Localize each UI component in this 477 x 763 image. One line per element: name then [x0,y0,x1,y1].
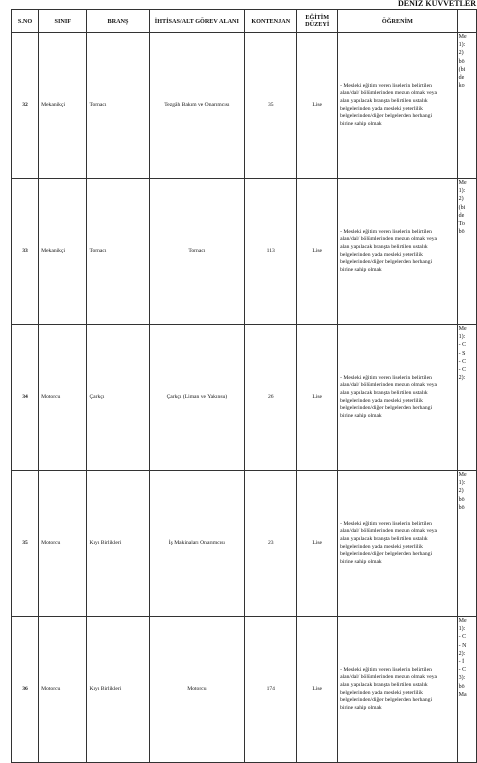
header-ihtisas: İHTİSAS/ALT GÖREV ALANI [149,10,245,33]
cut-off-line: - C [458,342,467,349]
cut-off-line: Me [458,472,467,478]
table-row [12,179,477,325]
cell-sno: 35 [12,471,39,617]
cell-ogrenim [338,33,458,179]
cell-ihtisas: İş Makinaları Onarımcısı [149,471,245,617]
ogrenim-line: - Mesleki eğitim veren liselerin belirtilen [340,82,432,89]
ogrenim-line: alan/dal/ bölümlerinden mezun olmak veya [340,674,438,681]
header-sno: S.NO [12,10,39,33]
table-header-row [12,10,477,33]
cell-sno: 36 [12,617,39,763]
cut-off-line: - C [458,667,467,674]
cell-ogrenim [338,617,458,763]
ogrenim-line: alan yapılacak branşta belirtilen ustalık [340,681,428,688]
header-kontenjan: KONTENJAN [245,10,297,33]
cell-sinif: Motorcu [39,617,87,763]
ogrenim-line: - Mesleki eğitim veren liselerin belirtilen [340,228,432,235]
cell-brans: Tornacı [87,179,149,325]
cut-off-line: 2) [458,488,464,495]
ogrenim-line: birine sahip olmak [340,266,382,273]
cell-brans: Çarkçı [87,325,149,471]
cell-kontenjan: 35 [245,33,297,179]
cell-brans: Kıyı Birlikleri [87,471,149,617]
cut-off-line: - C [458,367,467,374]
cell-egitim: Lise [297,471,338,617]
page-header: DENİZ KUVVETLER [398,0,477,8]
ogrenim-line: - Mesleki eğitim veren liselerin belirtilen [340,666,432,673]
cut-off-line: Me [458,618,467,624]
cut-off-line: Ma [458,691,467,698]
ogrenim-line: belgelerinden/diğer belgelerden herhangi [340,697,433,704]
ogrenim-line: birine sahip olmak [340,412,382,419]
cell-sno: 32 [12,33,39,179]
cell-sinif: Mekanikçi [39,33,87,179]
ogrenim-line: belgelerinden/diğer belgelerden herhangi [340,113,433,120]
table-row [12,617,477,763]
cut-off-line: bö [458,504,465,511]
header-egitim: EĞİTİM DÜZEYİ [297,10,338,33]
cut-off-line: 1): [458,480,466,487]
cut-off-line: bö [458,229,465,236]
cell-ogrenim [338,471,458,617]
cut-off-line: 1): [458,42,466,49]
cell-brans: Tornacı [87,33,149,179]
cell-sinif: Motorcu [39,471,87,617]
ogrenim-line: alan yapılacak branşta belirtilen ustalık [340,535,428,542]
cut-off-line: Me [458,326,467,332]
cut-off-line: - S [458,350,466,357]
cell-ihtisas: Motorcu [149,617,245,763]
cut-off-line: (bi [458,204,466,211]
cell-sno: 34 [12,325,39,471]
cell-ihtisas: Tezgâh Bakım ve Onarımcısı [149,33,245,179]
cut-off-line: bö [458,58,465,65]
ogrenim-line: alan/dal/ bölümlerinden mezun olmak veya [340,236,438,243]
cell-brans: Kıyı Birlikleri [87,617,149,763]
cell-ogrenim [338,325,458,471]
cell-kontenjan: 174 [245,617,297,763]
cell-cut-off-text [457,33,476,179]
table-row [12,325,477,471]
ogrenim-line: belgelerinden/diğer belgelerden herhangi [340,259,433,266]
cell-sno: 33 [12,179,39,325]
cell-kontenjan: 113 [245,179,297,325]
cell-ogrenim [338,179,458,325]
cut-off-line: ko [458,83,465,90]
ogrenim-line: belgelerinden yada mesleki yeterlilik [340,689,423,696]
ogrenim-line: - Mesleki eğitim veren liselerin belirtilen [340,374,432,381]
table-row [12,471,477,617]
cut-off-line: 2) [458,196,464,203]
ogrenim-line: belgelerinden yada mesleki yeterlilik [340,397,423,404]
ogrenim-line: alan yapılacak branşta belirtilen ustalık [340,97,428,104]
cut-off-line: 2): [458,650,466,657]
ogrenim-line: alan yapılacak branşta belirtilen ustalık [340,389,428,396]
cell-sinif: Motorcu [39,325,87,471]
cell-egitim: Lise [297,33,338,179]
cell-sinif: Mekanikçi [39,179,87,325]
header-brans: BRANŞ [87,10,149,33]
cell-egitim: Lise [297,617,338,763]
cut-off-line: (bi [458,66,466,73]
cut-off-line: - C [458,634,467,641]
cut-off-line: Me [458,180,467,186]
ogrenim-line: alan/dal/ bölümlerinden mezun olmak veya [340,382,438,389]
cell-egitim: Lise [297,325,338,471]
ogrenim-line: alan/dal/ bölümlerinden mezun olmak veya [340,90,438,97]
cut-off-line: de [458,75,465,82]
cell-cut-off-text [457,325,476,471]
cell-kontenjan: 23 [245,471,297,617]
ogrenim-line: alan yapılacak branşta belirtilen ustalık [340,243,428,250]
ogrenim-line: belgelerinden yada mesleki yeterlilik [340,105,423,112]
ogrenim-line: birine sahip olmak [340,120,382,127]
header-cut-off [457,10,476,33]
cell-kontenjan: 26 [245,325,297,471]
cell-cut-off-text [457,617,476,763]
cell-cut-off-text [457,471,476,617]
header-ogrenim: ÖĞRENİM [338,10,458,33]
staff-table [11,9,477,763]
ogrenim-line: belgelerinden/diğer belgelerden herhangi [340,551,433,558]
cut-off-line: 3): [458,675,466,682]
cut-off-line: 1): [458,188,466,195]
cut-off-line: - C [458,358,467,365]
cut-off-line: 1): [458,334,466,341]
cut-off-line: 1): [458,626,466,633]
table-row [12,33,477,179]
ogrenim-line: birine sahip olmak [340,704,382,711]
cell-cut-off-text [457,179,476,325]
cell-ihtisas: Çarkçı (Liman ve Yakınsu) [149,325,245,471]
ogrenim-line: belgelerinden yada mesleki yeterlilik [340,251,423,258]
cut-off-line: bö [458,683,465,690]
cut-off-line: Me [458,34,467,40]
ogrenim-line: alan/dal/ bölümlerinden mezun olmak veya [340,528,438,535]
cell-ihtisas: Tornacı [149,179,245,325]
ogrenim-line: belgelerinden/diğer belgelerden herhangi [340,405,433,412]
ogrenim-line: - Mesleki eğitim veren liselerin belirtilen [340,520,432,527]
ogrenim-line: belgelerinden yada mesleki yeterlilik [340,543,423,550]
cut-off-line: 2): [458,375,466,382]
cut-off-line: To [458,221,465,228]
cut-off-line: - İ [458,659,465,666]
header-sinif: SINIF [39,10,87,33]
cut-off-line: de [458,212,465,219]
cut-off-line: bö [458,496,465,503]
ogrenim-line: birine sahip olmak [340,558,382,565]
cell-egitim: Lise [297,179,338,325]
cut-off-line: 2) [458,50,464,57]
cut-off-line: - N [458,642,467,649]
